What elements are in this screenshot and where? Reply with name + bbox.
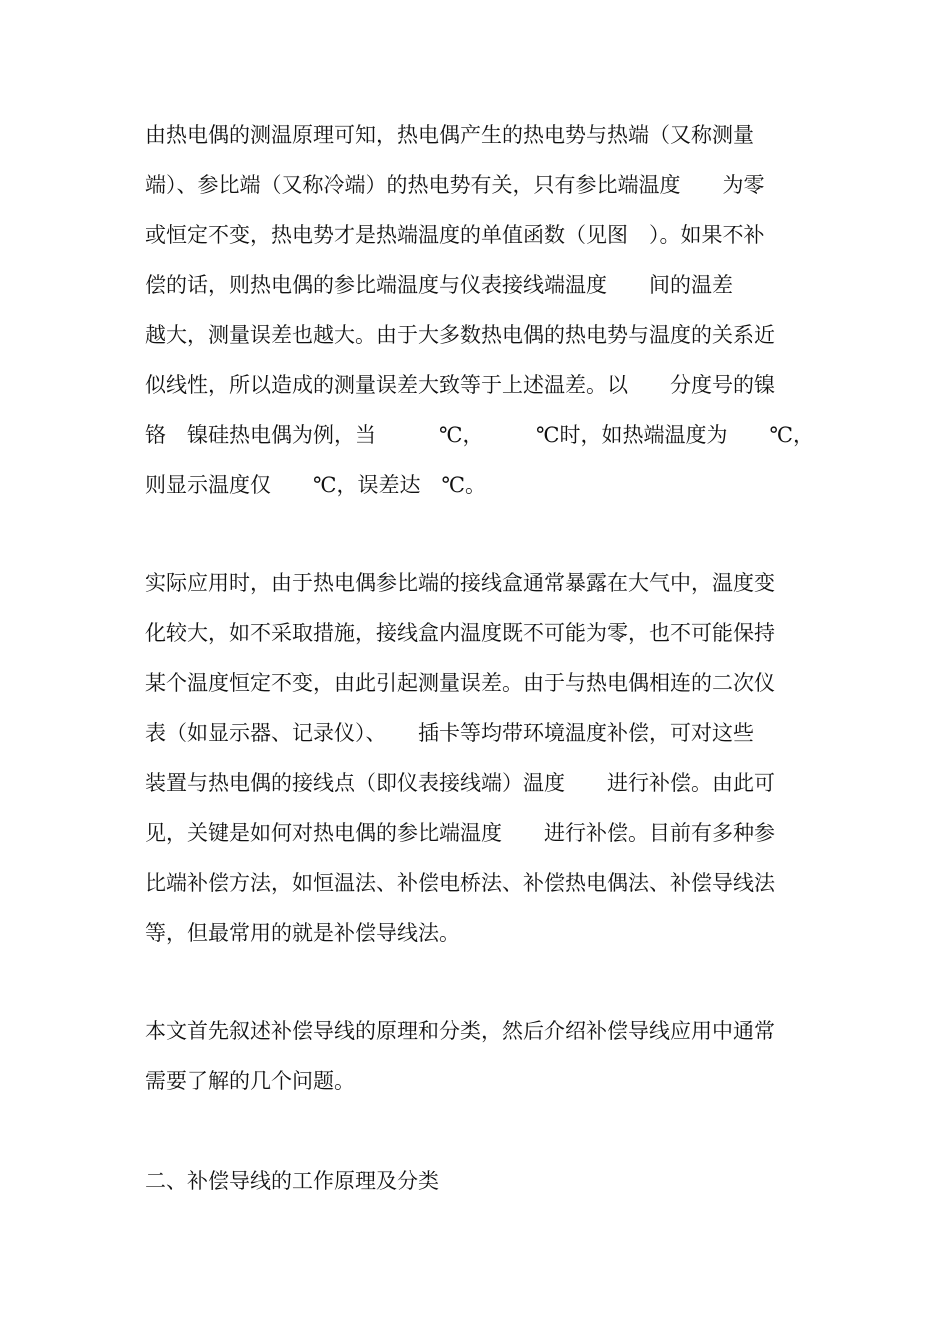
paragraph-3-line-2: 需要了解的几个问题。 bbox=[145, 1069, 355, 1093]
paragraph-1-line-8: 则显示温度仅 ℃，误差达 ℃。 bbox=[145, 473, 486, 497]
paragraph-1-line-3: 或恒定不变，热电势才是热端温度的单值函数（见图 ）。如果不补 bbox=[145, 223, 765, 247]
paragraph-2-line-6: 见，关键是如何对热电偶的参比端温度 进行补偿。目前有多种参 bbox=[145, 821, 775, 845]
paragraph-1-line-7: 铬 镍硅热电偶为例，当 ℃， ℃时，如热端温度为 ℃， bbox=[145, 423, 814, 447]
paragraph-2-line-4: 表（如显示器、记录仪）、 插卡等均带环境温度补偿，可对这些 bbox=[145, 721, 754, 745]
paragraph-2-line-7: 比端补偿方法，如恒温法、补偿电桥法、补偿热电偶法、补偿导线法 bbox=[145, 871, 775, 895]
paragraph-1-line-4: 偿的话，则热电偶的参比端温度与仪表接线端温度 间的温差 bbox=[145, 273, 733, 297]
paragraph-1-line-2: 端）、参比端（又称冷端）的热电势有关，只有参比端温度 为零 bbox=[145, 173, 765, 197]
section-heading: 二、补偿导线的工作原理及分类 bbox=[145, 1169, 439, 1193]
paragraph-2-line-8: 等，但最常用的就是补偿导线法。 bbox=[145, 921, 460, 945]
paragraph-1-line-6: 似线性，所以造成的测量误差大致等于上述温差。以 分度号的镍 bbox=[145, 373, 775, 397]
paragraph-2-line-2: 化较大，如不采取措施，接线盒内温度既不可能为零，也不可能保持 bbox=[145, 621, 775, 645]
paragraph-1-line-5: 越大，测量误差也越大。由于大多数热电偶的热电势与温度的关系近 bbox=[145, 323, 775, 347]
paragraph-2-line-5: 装置与热电偶的接线点（即仪表接线端）温度 进行补偿。由此可 bbox=[145, 771, 775, 795]
paragraph-2-line-3: 某个温度恒定不变，由此引起测量误差。由于与热电偶相连的二次仪 bbox=[145, 671, 775, 695]
paragraph-2-line-1: 实际应用时，由于热电偶参比端的接线盒通常暴露在大气中，温度变 bbox=[145, 571, 775, 595]
paragraph-1-line-1: 由热电偶的测温原理可知，热电偶产生的热电势与热端（又称测量 bbox=[145, 123, 754, 147]
paragraph-3-line-1: 本文首先叙述补偿导线的原理和分类，然后介绍补偿导线应用中通常 bbox=[145, 1019, 775, 1043]
